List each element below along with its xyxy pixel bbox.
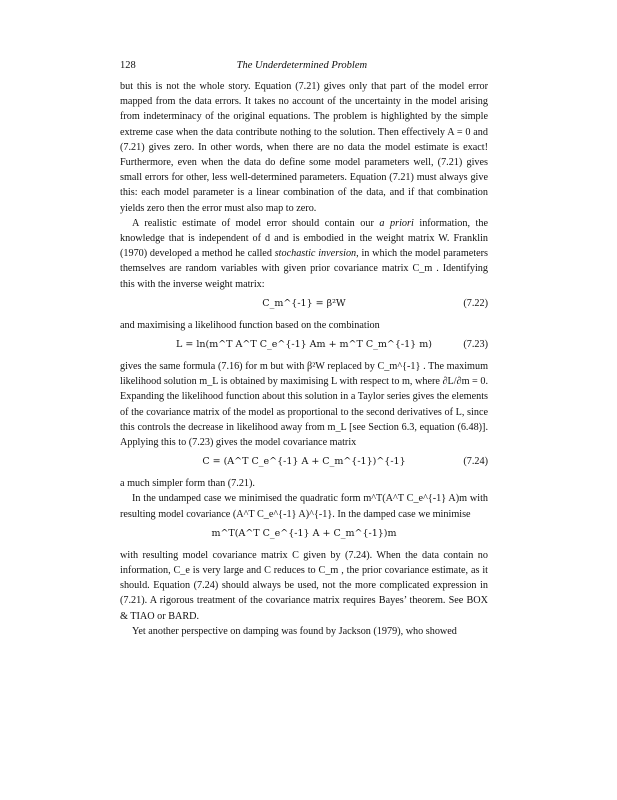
paragraph-6: In the undamped case we minimised the quadratic form m^T(A^T C_e^{-1} A)m with resulting model covariance (A^T C_e^{-1} A)^{-1}. In the damped case we minimise (120, 493, 488, 520)
paragraph-5: a much simpler form than (7.21). (120, 478, 255, 490)
running-title: The Underdetermined Problem (236, 60, 368, 71)
page-number: 128 (120, 60, 136, 71)
equation-7-23-math: L = ln(m^T A^T C_e^{-1} Am + m^T C_m^{-1} m) (176, 339, 432, 351)
equation-7-24-math: C = (A^T C_e^{-1} A + C_m^{-1})^{-1} (202, 456, 406, 468)
p2-text-a: A realistic estimate of model error should contain our (132, 217, 380, 229)
p2-text-c: , in which the model parameters themselves are random variables with given prior covariance matrix C_m . Identifying this with the inverse weight matrix: (120, 248, 488, 290)
p2-emphasis-a-priori: a priori (379, 217, 414, 229)
equation-damped-math: m^T(A^T C_e^{-1} A + C_m^{-1})m (211, 527, 397, 539)
equation-7-24-number: (7.24) (463, 456, 488, 468)
equation-7-23 (120, 335, 488, 357)
paragraph-2 (120, 216, 488, 292)
running-header (120, 60, 488, 71)
equation-7-24 (120, 452, 488, 474)
equation-7-22-math: C_m^{-1} = β²W (262, 297, 346, 309)
paragraph-4: gives the same formula (7.16) for m but with β²W replaced by C_m^{-1} . The maximum likelihood solution m_L is obtained by maximising L with respect to m, where ∂L/∂m = 0. Expanding the likelihood function about this solution in a Taylor series gives the elements of the covariance matrix of the model as proportional to the second derivatives of L, since this controls the decrease in likelihood away from m_L [see Section 6.3, equation (6.48)]. Applying this to (7.23) gives the model covariance matrix (120, 361, 488, 449)
paragraph-3: and maximising a likelihood function based on the combination (120, 319, 380, 331)
equation-damped-minimise (120, 524, 488, 546)
paragraph-8: Yet another perspective on damping was found by Jackson (1979), who showed (132, 625, 457, 637)
equation-7-22-number: (7.22) (463, 297, 488, 309)
page-body (120, 60, 488, 639)
p2-emphasis-stochastic-inversion: stochastic inversion (274, 248, 357, 260)
paragraph-7: with resulting model covariance matrix C given by (7.24). When the data contain no information, C_e is very large and C reduces to C_m , the prior covariance estimate, as it should. Equation (7.24) should always be used, not the more complicated expression in (7.21). A rigorous treatment of the covariance matrix requires Bayes’ theorem. See BOX & TIAO or BARD. (120, 549, 488, 622)
equation-7-23-number: (7.23) (463, 339, 488, 351)
equation-7-22 (120, 294, 488, 316)
paragraph-1: but this is not the whole story. Equation (7.21) gives only that part of the model error mapped from the data errors. It takes no account of the uncertainty in the model arising from indeterminacy of the original equations. The problem is highlighted by the simple extreme case when the data contribute nothing to the solution. Then effectively A = 0 and (7.21) gives zero. In other words, when there are no data the model estimate is exact! Furthermore, even when the data do define some model parameters well, (7.21) gives small errors for other, less well-determined parameters. Equation (7.21) must always give this: each model parameter is a linear combination of the data, and if that combination yields zero then the error must also map to zero. (120, 81, 488, 214)
p2-text-b: information, the knowledge that is independent of d and is embodied in the weight matrix W. Franklin (1970) developed a method he called (120, 217, 488, 260)
